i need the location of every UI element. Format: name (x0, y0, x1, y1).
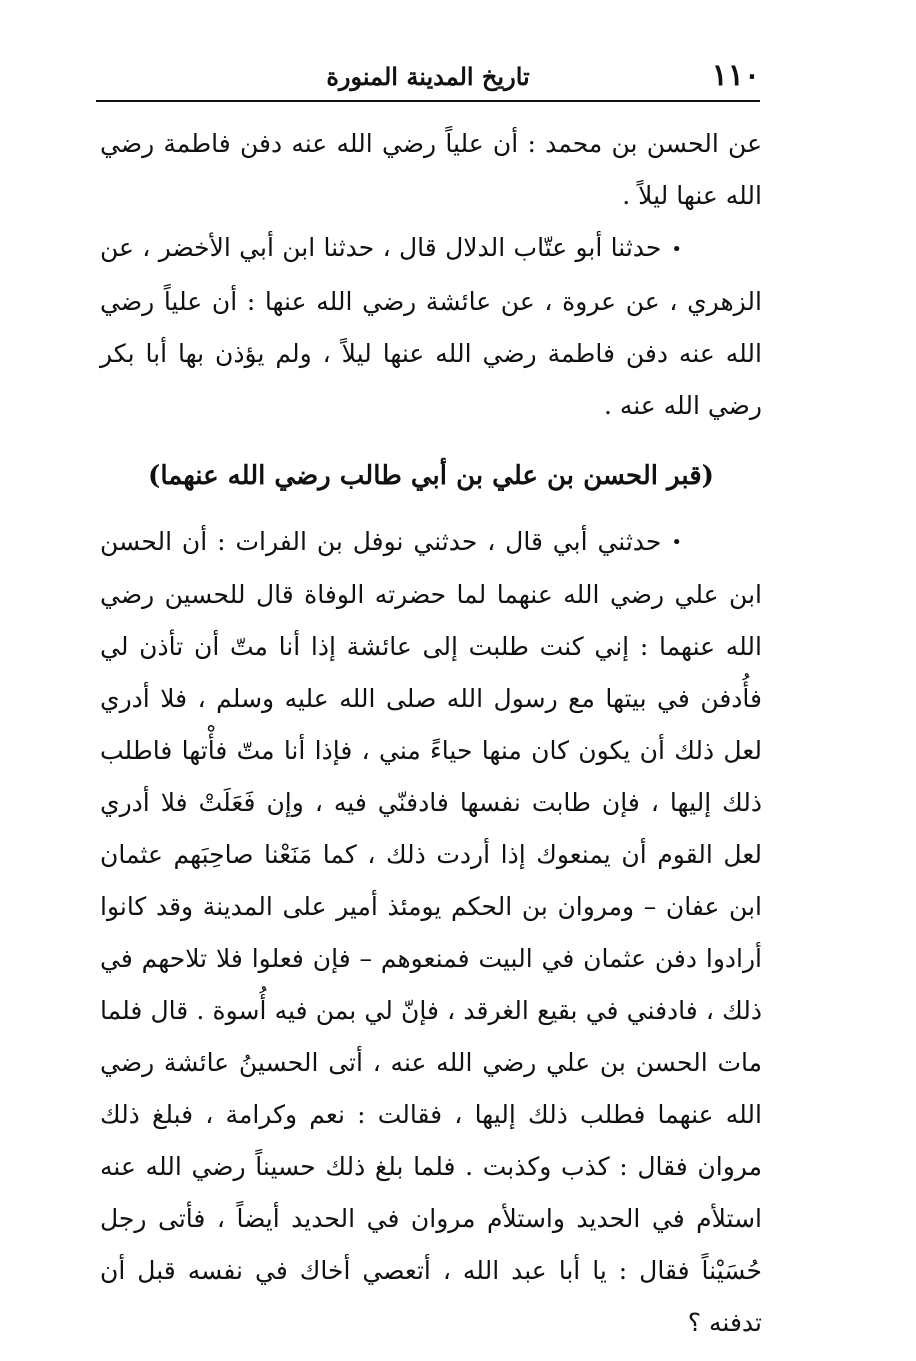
paragraph-3 (100, 516, 762, 1350)
paragraph-3-text: حدثني أبي قال ، حدثني نوفل بن الفرات : أن الحسن ابن علي رضي الله عنهما لما حضرته الوفاة قال للحسين رضي الله عنهما : إني كنت طلبت إلى عائشة إذا أنا متّ أن تأذن لي فأُدفن في بيتها مع رسول الله صلى الله عليه وسلم ، فلا أدري لعل ذلك أن يكون كان منها حياءً مني ، فإذا أنا متّ فأْتها فاطلب ذلك إليها ، فإن طابت نفسها فادفنّي فيه ، وإن فَعَلَتْ فلا أدري لعل القوم أن يمنعوك إذا أردت ذلك ، كما مَنَعْنا صاحِبَهم عثمان ابن عفان – ومروان بن الحكم يومئذ أمير على المدينة وقد كانوا أرادوا دفن عثمان في البيت فمنعوهم – فإن فعلوا فلا تلاحهم في ذلك ، فادفني في بقيع الغرقد ، فإنّ لي بمن فيه أُسوة . قال فلما مات الحسن بن علي رضي الله عنه ، أتى الحسينُ عائشة رضي الله عنهما فطلب ذلك إليها ، فقالت : نعم وكرامة ، فبلغ ذلك مروان فقال : كذب وكذبت . فلما بلغ ذلك حسيناً رضي الله عنه استلأم في الحديد واستلأم مروان في الحديد أيضاً ، فأتى رجل حُسَيْناً فقال : يا أبا عبد الله ، أتعصي أخاك في نفسه قبل أن تدفنه ؟ (100, 526, 762, 1337)
page-number: ١١٠ (711, 58, 760, 93)
section-heading: (قبر الحسن بن علي بن أبي طالب رضي الله عنهما) (148, 460, 714, 491)
paragraph-2-text: حدثنا أبو عتّاب الدلال قال ، حدثنا ابن أبي الأخضر ، عن الزهري ، عن عروة ، عن عائشة رضي الله عنها : أن علياً رضي الله عنه دفن فاطمة رضي الله عنها ليلاً ، ولم يؤذن بها أبا بكر رضي الله عنه . (100, 233, 762, 420)
book-title: تاريخ المدينة المنورة (326, 62, 530, 91)
paragraph-2 (100, 222, 762, 432)
paragraph-1: عن الحسن بن محمد : أن علياً رضي الله عنه دفن فاطمة رضي الله عنها ليلاً . (100, 129, 762, 210)
bullet-marker: • (671, 238, 682, 260)
page-body (100, 118, 762, 1349)
running-header (96, 56, 760, 102)
bullet-marker: • (671, 532, 682, 553)
